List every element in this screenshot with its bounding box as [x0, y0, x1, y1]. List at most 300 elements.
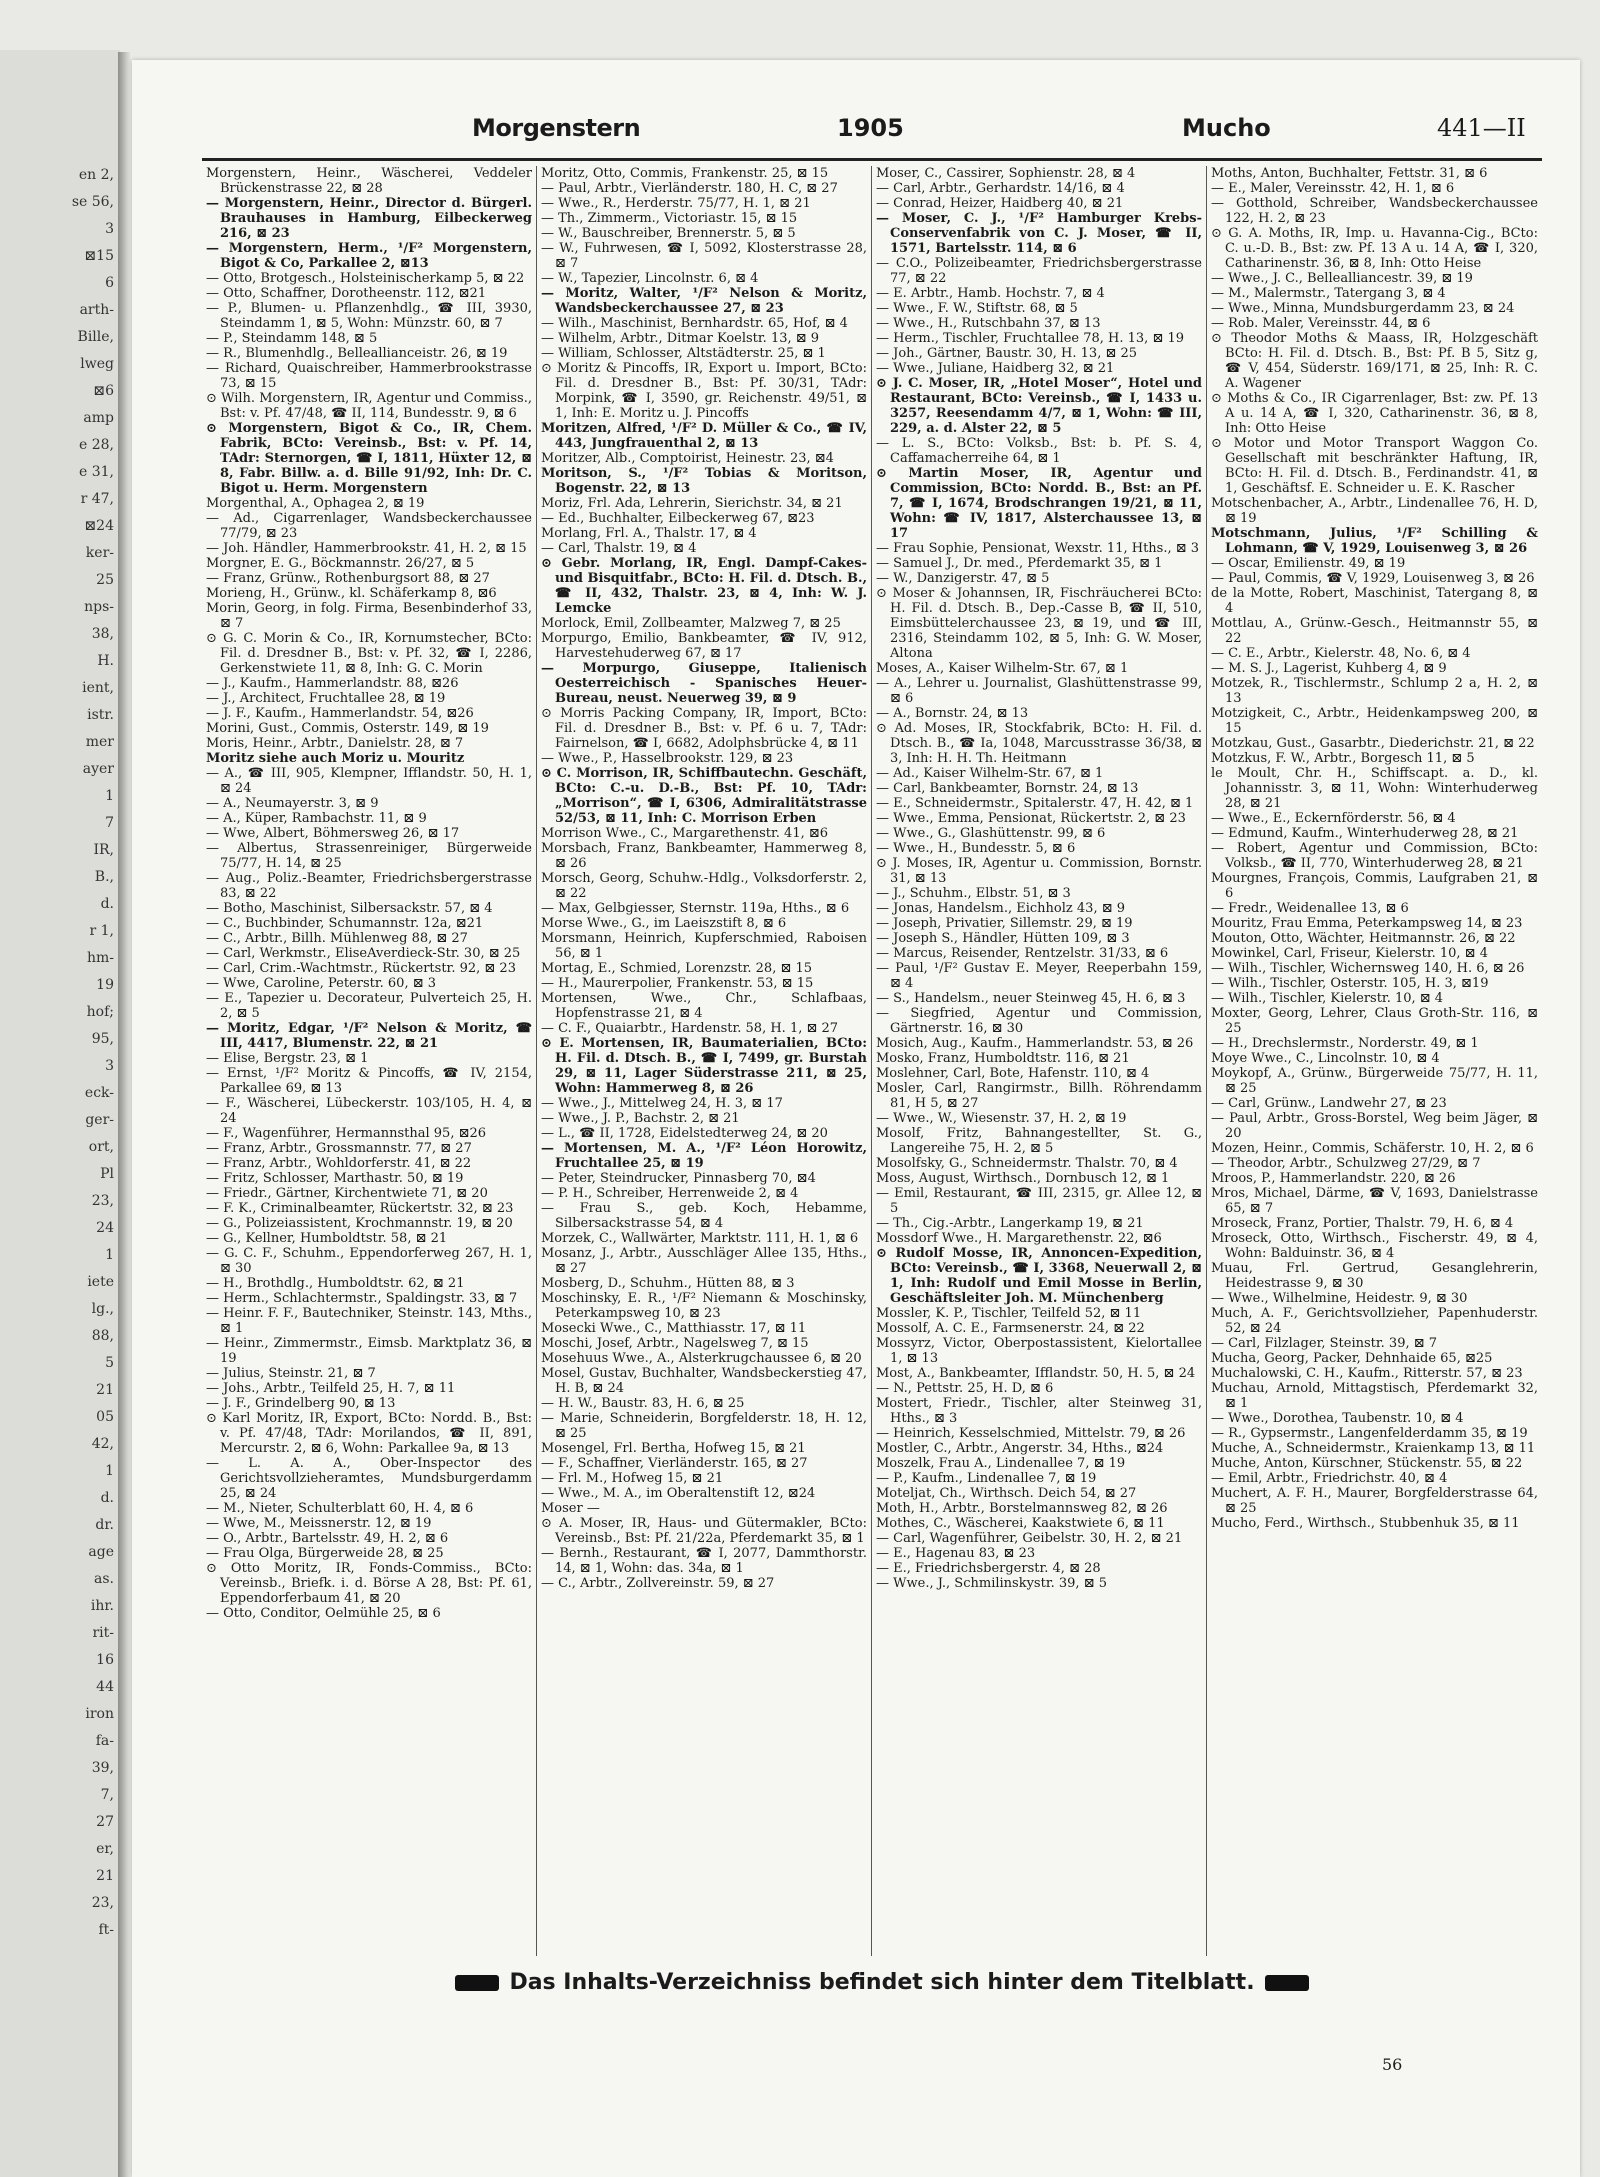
directory-entry: Much, A. F., Gerichtsvollzieher, Papenhuderstr. 52, ⊠ 24: [1211, 1306, 1538, 1336]
directory-entry: — Wilh., Tischler, Osterstr. 105, H. 3, ⊠19: [1211, 976, 1489, 991]
directory-entry: Mossler, K. P., Tischler, Teilfeld 52, ⊠ 11: [876, 1306, 1142, 1321]
directory-entry: ⊙ Ad. Moses, IR, Stockfabrik, BCto: H. Fil. d. Dtsch. B., ☎ Ia, 1048, Marcusstrasse 36/38, ⊠ 3, Inh: H. H. Th. Heitmann: [876, 721, 1202, 766]
margin-fragment: iron: [85, 1706, 114, 1722]
footer-note-text: Das Inhalts-Verzeichniss befindet sich hinter dem Titelblatt.: [509, 1970, 1255, 1995]
directory-entry: — Albertus, Strassenreiniger, Bürgerweide 75/77, H. 14, ⊠ 25: [206, 841, 532, 871]
directory-entry: Mossyrz, Victor, Oberpostassistent, Kielortallee 1, ⊠ 13: [876, 1336, 1202, 1366]
margin-fragment: ger-: [85, 1112, 114, 1128]
directory-entry: — Wilh., Tischler, Kielerstr. 10, ⊠ 4: [1211, 991, 1444, 1006]
directory-entry: Moritz siehe auch Moriz u. Mouritz: [206, 751, 465, 766]
directory-entry: Mroseck, Franz, Portier, Thalstr. 79, H. 6, ⊠ 4: [1211, 1216, 1514, 1231]
directory-entry: Mosengel, Frl. Bertha, Hofweg 15, ⊠ 21: [541, 1441, 806, 1456]
directory-entry: Moritz, Otto, Commis, Frankenstr. 25, ⊠ 15: [541, 166, 829, 181]
directory-entry: — Theodor, Arbtr., Schulzweg 27/29, ⊠ 7: [1211, 1156, 1481, 1171]
directory-entry: ⊙ Morgenstern, Bigot & Co., IR, Chem. Fabrik, BCto: Vereinsb., Bst: v. Pf. 14, TAdr: Sternorgen, ☎ I, 1811, Hüxter 12, ⊠ 8, Fabr. Billw. a. d. Bille 91/92, Inh: Dr. C. Bigot u. Herm. Morgenstern: [206, 421, 532, 496]
directory-entry: — Julius, Steinstr. 21, ⊠ 7: [206, 1366, 376, 1381]
directory-entry: Motzigkeit, C., Arbtr., Heidenkampsweg 200, ⊠ 15: [1211, 706, 1538, 736]
directory-entry: — Frl. M., Hofweg 15, ⊠ 21: [541, 1471, 724, 1486]
directory-entry: — L. S., BCto: Volksb., Bst: b. Pf. S. 4, Caffamacherreihe 64, ⊠ 1: [876, 436, 1202, 466]
margin-fragment: 27: [96, 1814, 114, 1830]
directory-entry: — Wwe., Wilhelmine, Heidestr. 9, ⊠ 30: [1211, 1291, 1468, 1306]
directory-entry: — Rob. Maler, Vereinsstr. 44, ⊠ 6: [1211, 316, 1431, 331]
margin-fragment: hof;: [86, 1004, 114, 1020]
directory-entry: — Ad., Cigarrenlager, Wandsbeckerchaussee 77/79, ⊠ 23: [206, 511, 532, 541]
directory-entry: — Joh., Gärtner, Baustr. 30, H. 13, ⊠ 25: [876, 346, 1138, 361]
directory-entry: Motschmann, Julius, ¹/F² Schilling & Lohmann, ☎ V, 1929, Louisenweg 3, ⊠ 26: [1211, 526, 1538, 556]
directory-entry: — J., Schuhm., Elbstr. 51, ⊠ 3: [876, 886, 1071, 901]
directory-entry: — Morgenstern, Herm., ¹/F² Morgenstern, Bigot & Co, Parkallee 2, ⊠13: [206, 241, 532, 271]
directory-entry: — G. C. F., Schuhm., Eppendorferweg 267, H. 1, ⊠ 30: [206, 1246, 532, 1276]
directory-entry: — S., Handelsm., neuer Steinweg 45, H. 6, ⊠ 3: [876, 991, 1186, 1006]
directory-entry: Morsbach, Franz, Bankbeamter, Hammerweg 8, ⊠ 26: [541, 841, 867, 871]
directory-entry: — W., Tapezier, Lincolnstr. 6, ⊠ 4: [541, 271, 759, 286]
directory-entry: Mostert, Friedr., Tischler, alter Steinweg 31, Hths., ⊠ 3: [876, 1396, 1202, 1426]
directory-entry: ⊙ Gebr. Morlang, IR, Engl. Dampf-Cakes- und Bisquitfabr., BCto: H. Fil. d. Dtsch. B., ☎ II, 432, Thalstr. 23, ⊠ 4, Inh: W. J. Lemcke: [541, 556, 867, 616]
directory-entry: — Wwe., F. W., Stiftstr. 68, ⊠ 5: [876, 301, 1078, 316]
directory-entry: — W., Fuhrwesen, ☎ I, 5092, Klosterstrasse 28, ⊠ 7: [541, 241, 867, 271]
margin-fragment: ayer: [82, 761, 114, 777]
directory-entry: — Wwe., H., Rutschbahn 37, ⊠ 13: [876, 316, 1101, 331]
directory-entry: Moye Wwe., C., Lincolnstr. 10, ⊠ 4: [1211, 1051, 1440, 1066]
margin-fragment: d.: [100, 1490, 114, 1506]
directory-entry: — Morpurgo, Giuseppe, Italienisch Oesterreichisch - Spanisches Heuer-Bureau, neust. Neuerweg 39, ⊠ 9: [541, 661, 867, 706]
directory-entry: — Wwe., Dorothea, Taubenstr. 10, ⊠ 4: [1211, 1411, 1464, 1426]
directory-entry: Moteljat, Ch., Wirthsch. Deich 54, ⊠ 27: [876, 1486, 1137, 1501]
directory-entry: — P., Kaufm., Lindenallee 7, ⊠ 19: [876, 1471, 1097, 1486]
margin-fragment: 3: [105, 221, 114, 237]
directory-entry: Moriz, Frl. Ada, Lehrerin, Sierichstr. 34, ⊠ 21: [541, 496, 843, 511]
directory-entry: — F., Wäscherei, Lübeckerstr. 103/105, H. 4, ⊠ 24: [206, 1096, 532, 1126]
directory-entry: — L., ☎ II, 1728, Eidelstedterweg 24, ⊠ 20: [541, 1126, 828, 1141]
directory-entry: — Otto, Brotgesch., Holsteinischerkamp 5, ⊠ 22: [206, 271, 525, 286]
margin-fragment: 3: [105, 1058, 114, 1074]
directory-entry: — R., Blumenhdlg., Belleallianceistr. 26, ⊠ 19: [206, 346, 508, 361]
directory-entry: ⊙ E. Mortensen, IR, Baumaterialien, BCto: H. Fil. d. Dtsch. B., ☎ I, 7499, gr. Burstah 29, ⊠ 11, Lager Süderstrasse 211, ⊠ 25, Wohn: Hammerweg 8, ⊠ 26: [541, 1036, 867, 1096]
directory-entry: Morlock, Emil, Zollbeamter, Malzweg 7, ⊠ 25: [541, 616, 841, 631]
directory-entry: ⊙ C. Morrison, IR, Schiffbautechn. Geschäft, BCto: C.-u. D.-B., Bst: Pf. 10, TAdr: „Morrison“, ☎ I, 6306, Admiralitätstrasse 52/53, ⊠ 11, Inh: C. Morrison Erben: [541, 766, 867, 826]
directory-entry: — H., Drechslermstr., Norderstr. 49, ⊠ 1: [1211, 1036, 1479, 1051]
directory-entry: — Siegfried, Agentur und Commission, Gärtnerstr. 16, ⊠ 30: [876, 1006, 1202, 1036]
directory-entry: Mossdorf Wwe., H. Margarethenstr. 22, ⊠6: [876, 1231, 1162, 1246]
directory-entry: ⊙ Moser & Johannsen, IR, Fischräucherei BCto: H. Fil. d. Dtsch. B., Dep.-Casse B, ☎ II, 510, Eimsbüttelerchaussee 23, ⊠ 19, und ☎ III, 2316, Steindamm 102, ⊠ 5, Inh: G. W. Moser, Altona: [876, 586, 1202, 661]
directory-entry: — E., Tapezier u. Decorateur, Pulverteich 25, H. 2, ⊠ 5: [206, 991, 532, 1021]
header-page: 441—II: [1437, 114, 1526, 142]
directory-entry: Mothes, C., Wäscherei, Kaakstwiete 6, ⊠ 11: [876, 1516, 1165, 1531]
directory-entry: — Carl, Crim.-Wachtmstr., Rückertstr. 92, ⊠ 23: [206, 961, 516, 976]
directory-entry: ⊙ Moritz & Pincoffs, IR, Export u. Import, BCto: Fil. d. Dresdner B., Bst: Pf. 30/31, TAdr: Morpink, ☎ I, 3590, gr. Reichenstr. 49/51, ⊠ 1, Inh: E. Moritz u. J. Pincoffs: [541, 361, 867, 421]
directory-entry: — H., Brothdlg., Humboldtstr. 62, ⊠ 21: [206, 1276, 465, 1291]
directory-entry: — Wwe., E., Eckernförderstr. 56, ⊠ 4: [1211, 811, 1456, 826]
margin-fragment: ient,: [82, 680, 114, 696]
directory-entry: — P. H., Schreiber, Herrenweide 2, ⊠ 4: [541, 1186, 799, 1201]
directory-entry: — Jonas, Handelsm., Eichholz 43, ⊠ 9: [876, 901, 1125, 916]
directory-entry: Moslehner, Carl, Bote, Hafenstr. 110, ⊠ 4: [876, 1066, 1150, 1081]
directory-entry: — Moser, C. J., ¹/F² Hamburger Krebs-Conservenfabrik von C. J. Moser, ☎ II, 1571, Bartelsstr. 114, ⊠ 6: [876, 211, 1202, 256]
directory-entry: — A., Neumayerstr. 3, ⊠ 9: [206, 796, 379, 811]
directory-entry: Moxter, Georg, Lehrer, Claus Groth-Str. 116, ⊠ 25: [1211, 1006, 1538, 1036]
column-3: [872, 166, 1207, 1956]
directory-entry: — Conrad, Heizer, Haidberg 40, ⊠ 21: [876, 196, 1124, 211]
directory-entry: ⊙ Otto Moritz, IR, Fonds-Commiss., BCto: Vereinsb., Briefk. i. d. Börse A 28, Bst: Pf. 61, Eppendorferbaum 41, ⊠ 20: [206, 1561, 532, 1606]
margin-fragment: 44: [96, 1679, 114, 1695]
margin-fragment: ft-: [98, 1922, 114, 1938]
directory-entry: — Wwe., Minna, Mundsburgerdamm 23, ⊠ 24: [1211, 301, 1515, 316]
directory-entry: — A., ☎ III, 905, Klempner, Ifflandstr. 50, H. 1, ⊠ 24: [206, 766, 532, 796]
directory-entry: — Paul, Arbtr., Gross-Borstel, Weg beim Jäger, ⊠ 20: [1211, 1111, 1538, 1141]
directory-entry: Mosanz, J., Arbtr., Ausschläger Allee 135, Hths., ⊠ 27: [541, 1246, 867, 1276]
margin-fragment: en 2,: [78, 167, 114, 183]
directory-entry: Mosehuus Wwe., A., Alsterkrugchaussee 6, ⊠ 20: [541, 1351, 862, 1366]
directory-entry: — Wwe., Juliane, Haidberg 32, ⊠ 21: [876, 361, 1115, 376]
directory-entry: Mouritz, Frau Emma, Peterkampsweg 14, ⊠ 23: [1211, 916, 1523, 931]
margin-fragment: se 56,: [71, 194, 114, 210]
directory-entry: ⊙ Wilh. Morgenstern, IR, Agentur und Commiss., Bst: v. Pf. 47/48, ☎ II, 114, Bundesstr. 9, ⊠ 6: [206, 391, 532, 421]
directory-entry: Moths, Anton, Buchhalter, Fettstr. 31, ⊠ 6: [1211, 166, 1488, 181]
directory-entry: Mozen, Heinr., Commis, Schäferstr. 10, H. 2, ⊠ 6: [1211, 1141, 1534, 1156]
directory-entry: — A., Küper, Rambachstr. 11, ⊠ 9: [206, 811, 427, 826]
facing-page-fragment: [0, 50, 120, 2177]
directory-entry: Morse Wwe., G., im Laeiszstift 8, ⊠ 6: [541, 916, 787, 931]
directory-entry: Mortag, E., Schmied, Lorenzstr. 28, ⊠ 15: [541, 961, 813, 976]
directory-entry: — P., Steindamm 148, ⊠ 5: [206, 331, 378, 346]
pointing-hand-icon: [1265, 1975, 1309, 1991]
footer-note: [432, 1970, 1332, 2004]
directory-entry: — Wwe, Albert, Böhmersweg 26, ⊠ 17: [206, 826, 460, 841]
directory-entry: Mourgnes, François, Commis, Laufgraben 21, ⊠ 6: [1211, 871, 1538, 901]
margin-fragment: r 1,: [89, 923, 114, 939]
directory-entry: Moschinsky, E. R., ¹/F² Niemann & Moschinsky, Peterkampsweg 10, ⊠ 23: [541, 1291, 867, 1321]
directory-entry: — E., Hagenau 83, ⊠ 23: [876, 1546, 1036, 1561]
margin-fragment: ⊠24: [84, 518, 114, 534]
margin-fragment: e 28,: [79, 437, 114, 453]
directory-entry: Mucho, Ferd., Wirthsch., Stubbenhuk 35, ⊠ 11: [1211, 1516, 1520, 1531]
margin-fragment: 42,: [91, 1436, 114, 1452]
directory-entry: — J. F., Kaufm., Hammerlandstr. 54, ⊠26: [206, 706, 474, 721]
margin-fragment: 25: [96, 572, 114, 588]
directory-entry: — C., Buchbinder, Schumannstr. 12a, ⊠21: [206, 916, 484, 931]
margin-fragment: lweg: [80, 356, 114, 372]
directory-entry: — Otto, Schaffner, Dorotheenstr. 112, ⊠21: [206, 286, 487, 301]
margin-fragment: 19: [96, 977, 114, 993]
directory-entry: ⊙ A. Moser, IR, Haus- und Gütermakler, BCto: Vereinsb., Bst: Pf. 21/22a, Pferdemarkt 35, ⊠ 1: [541, 1516, 867, 1546]
directory-entry: — Mortensen, M. A., ¹/F² Léon Horowitz, Fruchtallee 25, ⊠ 19: [541, 1141, 867, 1171]
column-4: [1207, 166, 1542, 1956]
margin-fragment: hm-: [86, 950, 114, 966]
directory-entry: — Bernh., Restaurant, ☎ I, 2077, Dammthorstr. 14, ⊠ 1, Wohn: das. 34a, ⊠ 1: [541, 1546, 867, 1576]
directory-entry: — Fredr., Weidenallee 13, ⊠ 6: [1211, 901, 1409, 916]
directory-entry: — C.O., Polizeibeamter, Friedrichsbergerstrasse 77, ⊠ 22: [876, 256, 1202, 286]
directory-entry: — Wwe., J. P., Bachstr. 2, ⊠ 21: [541, 1111, 740, 1126]
directory-entry: — Franz, Arbtr., Grossmannstr. 77, ⊠ 27: [206, 1141, 472, 1156]
directory-entry: — Carl, Arbtr., Gerhardstr. 14/16, ⊠ 4: [876, 181, 1125, 196]
margin-fragment: Bille,: [77, 329, 114, 345]
directory-entry: — Moritz, Walter, ¹/F² Nelson & Moritz, Wandsbeckerchaussee 27, ⊠ 23: [541, 286, 867, 316]
directory-entry: ⊙ Karl Moritz, IR, Export, BCto: Nordd. B., Bst: v. Pf. 47/48, TAdr: Morilandos, ☎ II, 891, Mercurstr. 2, ⊠ 6, Wohn: Parkallee 9a, ⊠ 13: [206, 1411, 532, 1456]
directory-entry: Moss, August, Wirthsch., Dornbusch 12, ⊠ 1: [876, 1171, 1170, 1186]
directory-entry: — Paul, Arbtr., Vierländerstr. 180, H. C, ⊠ 27: [541, 181, 838, 196]
directory-entry: Moser, C., Cassirer, Sophienstr. 28, ⊠ 4: [876, 166, 1136, 181]
directory-entry: Mosel, Gustav, Buchhalter, Wandsbeckerstieg 47, H. B, ⊠ 24: [541, 1366, 867, 1396]
directory-entry: ⊙ Rudolf Mosse, IR, Annoncen-Expedition, BCto: Vereinsb., ☎ I, 3368, Neuerwall 2, ⊠ 1, Inh: Rudolf und Emil Mosse in Berlin, Geschäftsleiter Joh. M. Münchenberg: [876, 1246, 1202, 1306]
directory-entry: — Herm., Schlachtermstr., Spaldingstr. 33, ⊠ 7: [206, 1291, 518, 1306]
margin-fragment: er,: [96, 1841, 114, 1857]
directory-entry: — Samuel J., Dr. med., Pferdemarkt 35, ⊠ 1: [876, 556, 1163, 571]
directory-entry: ⊙ Morris Packing Company, IR, Import, BCto: Fil. d. Dresdner B., Bst: v. Pf. 6 u. 7, TAdr: Fairnelson, ☎ I, 6682, Adolphsbrücke 4, ⊠ 11: [541, 706, 867, 751]
margin-fragment: iete: [87, 1274, 114, 1290]
directory-entry: — Wwe., W., Wiesenstr. 37, H. 2, ⊠ 19: [876, 1111, 1127, 1126]
directory-entry: — Carl, Wagenführer, Geibelstr. 30, H. 2, ⊠ 21: [876, 1531, 1183, 1546]
directory-entry: — Robert, Agentur und Commission, BCto: Volksb., ☎ II, 770, Winterhuderweg 28, ⊠ 21: [1211, 841, 1538, 871]
margin-fragment: d.: [100, 896, 114, 912]
directory-entry: — G., Kellner, Humboldtstr. 58, ⊠ 21: [206, 1231, 448, 1246]
directory-entry: — Wwe., J. C., Bellealliancestr. 39, ⊠ 19: [1211, 271, 1473, 286]
page-header: [202, 108, 1542, 148]
directory-entry: Moritzer, Alb., Comptoirist, Heinestr. 23, ⊠4: [541, 451, 834, 466]
directory-entry: — C., Arbtr., Billh. Mühlenweg 88, ⊠ 27: [206, 931, 468, 946]
margin-fragment: 95,: [91, 1031, 114, 1047]
margin-fragment: 24: [96, 1220, 114, 1236]
directory-entry: — Wilhelm, Arbtr., Ditmar Koelstr. 13, ⊠ 9: [541, 331, 820, 346]
directory-entry: Mosler, Carl, Rangirmstr., Billh. Röhrendamm 81, H 5, ⊠ 27: [876, 1081, 1202, 1111]
directory-entry: Mosko, Franz, Humboldtstr. 116, ⊠ 21: [876, 1051, 1130, 1066]
directory-entry: — L. A. A., Ober-Inspector des Gerichtsvollzieheramtes, Mundsburgerdamm 25, ⊠ 24: [206, 1456, 532, 1501]
margin-fragment: eck-: [84, 1085, 114, 1101]
directory-entry: Mosolf, Fritz, Bahnangestellter, St. G., Langereihe 75, H. 2, ⊠ 5: [876, 1126, 1202, 1156]
directory-entry: Moris, Heinr., Arbtr., Danielstr. 28, ⊠ 7: [206, 736, 464, 751]
directory-entry: Muchert, A. F. H., Maurer, Borgfelderstrasse 64, ⊠ 25: [1211, 1486, 1538, 1516]
directory-entry: — Heinrich, Kesselschmied, Mittelstr. 79, ⊠ 26: [876, 1426, 1186, 1441]
directory-entry: Morpurgo, Emilio, Bankbeamter, ☎ IV, 912, Harvestehuderweg 67, ⊠ 17: [541, 631, 867, 661]
directory-entry: — C., Arbtr., Zollvereinstr. 59, ⊠ 27: [541, 1576, 775, 1591]
directory-entry: — Herm., Tischler, Fruchtallee 78, H. 13, ⊠ 19: [876, 331, 1185, 346]
margin-fragment: 21: [96, 1382, 114, 1398]
directory-entry: ⊙ G. C. Morin & Co., IR, Kornumstecher, BCto: Fil. d. Dresdner B., Bst: v. Pf. 32, ☎ I, 2286, Gerkenstwiete 11, ⊠ 8, Inh: G. C. Morin: [206, 631, 532, 676]
directory-entry: — E., Maler, Vereinsstr. 42, H. 1, ⊠ 6: [1211, 181, 1455, 196]
directory-entry: — Wwe., Emma, Pensionat, Rückertstr. 2, ⊠ 23: [876, 811, 1186, 826]
directory-entry: — O., Arbtr., Bartelsstr. 49, H. 2, ⊠ 6: [206, 1531, 449, 1546]
pointing-hand-icon: [455, 1975, 499, 1991]
directory-entry: — Carl, Filzlager, Steinstr. 39, ⊠ 7: [1211, 1336, 1438, 1351]
margin-fragment: ort,: [88, 1139, 114, 1155]
page-number: 56: [1382, 2055, 1403, 2074]
directory-entry: — C. E., Arbtr., Kielerstr. 48, No. 6, ⊠ 4: [1211, 646, 1471, 661]
directory-entry: — W., Bauschreiber, Brennerstr. 5, ⊠ 5: [541, 226, 796, 241]
directory-entry: Morrison Wwe., C., Margarethenstr. 41, ⊠6: [541, 826, 829, 841]
directory-entry: Motzkus, F. W., Arbtr., Borgesch 11, ⊠ 5: [1211, 751, 1475, 766]
directory-entry: — Max, Gelbgiesser, Sternstr. 119a, Hths., ⊠ 6: [541, 901, 850, 916]
margin-fragment: e 31,: [79, 464, 114, 480]
directory-entry: — N., Pettstr. 25, H. D, ⊠ 6: [876, 1381, 1054, 1396]
directory-entry: ⊙ Motor und Motor Transport Waggon Co. Gesellschaft mit beschränkter Haftung, IR, BCto: H. Fil. d. Dtsch. B., Ferdinandstr. 41, ⊠ 1, Geschäftsf. E. Schneider u. E. K. Rascher: [1211, 436, 1538, 496]
header-right: Mucho: [1182, 114, 1271, 142]
directory-entry: — W., Danzigerstr. 47, ⊠ 5: [876, 571, 1050, 586]
margin-fragment: r 47,: [80, 491, 114, 507]
directory-page: [132, 60, 1580, 2177]
directory-entry: — Emil, Restaurant, ☎ III, 2315, gr. Allee 12, ⊠ 5: [876, 1186, 1202, 1216]
directory-entry: — H., Maurerpolier, Frankenstr. 53, ⊠ 15: [541, 976, 814, 991]
margin-fragment: 88,: [91, 1328, 114, 1344]
directory-entry: Motzkau, Gust., Gasarbtr., Diederichstr. 21, ⊠ 22: [1211, 736, 1535, 751]
directory-entry: — Paul, ¹/F² Gustav E. Meyer, Reeperbahn 159, ⊠ 4: [876, 961, 1202, 991]
directory-entry: — Th., Zimmerm., Victoriastr. 15, ⊠ 15: [541, 211, 798, 226]
directory-entry: Mosberg, D., Schuhm., Hütten 88, ⊠ 3: [541, 1276, 795, 1291]
directory-entry: Mosich, Aug., Kaufm., Hammerlandstr. 53, ⊠ 26: [876, 1036, 1194, 1051]
margin-fragment: arth-: [79, 302, 114, 318]
directory-entry: Mottlau, A., Grünw.-Gesch., Heitmannstr 55, ⊠ 22: [1211, 616, 1538, 646]
directory-entry: Moszelk, Frau A., Lindenallee 7, ⊠ 19: [876, 1456, 1126, 1471]
directory-entry: Moritzen, Alfred, ¹/F² D. Müller & Co., ☎ IV, 443, Jungfrauenthal 2, ⊠ 13: [541, 421, 867, 451]
directory-entry: Mowinkel, Carl, Friseur, Kielerstr. 10, ⊠ 4: [1211, 946, 1488, 961]
directory-entry: — Botho, Maschinist, Silbersackstr. 57, ⊠ 4: [206, 901, 493, 916]
directory-entry: — Gotthold, Schreiber, Wandsbeckerchaussee 122, H. 2, ⊠ 23: [1211, 196, 1538, 226]
directory-entry: — Wwe., M. A., im Oberaltenstift 12, ⊠24: [541, 1486, 816, 1501]
directory-entry: — Otto, Conditor, Oelmühle 25, ⊠ 6: [206, 1606, 441, 1621]
directory-entry: — Carl, Werkmstr., EliseAverdieck-Str. 30, ⊠ 25: [206, 946, 521, 961]
directory-entry: — Emil, Arbtr., Friedrichstr. 40, ⊠ 4: [1211, 1471, 1448, 1486]
margin-fragment: 05: [96, 1409, 114, 1425]
directory-entry: — Wwe., J., Mittelweg 24, H. 3, ⊠ 17: [541, 1096, 783, 1111]
margin-fragment: 7: [105, 815, 114, 831]
directory-entry: Morgner, E. G., Böckmannstr. 26/27, ⊠ 5: [206, 556, 475, 571]
directory-entry: de la Motte, Robert, Maschinist, Tatergang 8, ⊠ 4: [1211, 586, 1538, 616]
margin-fragment: dr.: [95, 1517, 114, 1533]
margin-fragment: 5: [105, 1355, 114, 1371]
directory-entry: — Paul, Commis, ☎ V, 1929, Louisenweg 3, ⊠ 26: [1211, 571, 1535, 586]
directory-entry: ⊙ J. Moses, IR, Agentur u. Commission, Bornstr. 31, ⊠ 13: [876, 856, 1202, 886]
directory-entry: ⊙ G. A. Moths, IR, Imp. u. Havanna-Cig., BCto: C. u.-D. B., Bst: zw. Pf. 13 A u. 14 A, ☎ I, 320, Catharinenstr. 36, ⊠ 8, Inh: Otto Heise: [1211, 226, 1538, 271]
directory-entry: — Elise, Bergstr. 23, ⊠ 1: [206, 1051, 369, 1066]
directory-entry: — Wwe., J., Schmilinskystr. 39, ⊠ 5: [876, 1576, 1107, 1591]
directory-entry: Mostler, C., Arbtr., Angerstr. 34, Hths., ⊠24: [876, 1441, 1164, 1456]
directory-entry: ⊙ J. C. Moser, IR, „Hotel Moser“, Hotel und Restaurant, BCto: Vereinsb., ☎ I, 1433 u. 3257, Reesendamm 4/7, ⊠ 1, Wohn: ☎ III, 229, a. d. Alster 22, ⊠ 5: [876, 376, 1202, 436]
margin-fragment: ihr.: [90, 1598, 114, 1614]
margin-fragment: 1: [105, 1463, 114, 1479]
directory-entry: — F., Wagenführer, Hermannsthal 95, ⊠26: [206, 1126, 487, 1141]
margin-fragment: 16: [96, 1652, 114, 1668]
directory-entry: Mouton, Otto, Wächter, Heitmannstr. 26, ⊠ 22: [1211, 931, 1516, 946]
directory-entry: — Carl, Thalstr. 19, ⊠ 4: [541, 541, 697, 556]
margin-fragment: 38,: [91, 626, 114, 642]
directory-entry: Most, A., Bankbeamter, Ifflandstr. 50, H. 5, ⊠ 24: [876, 1366, 1196, 1381]
directory-entry: — J. F., Grindelberg 90, ⊠ 13: [206, 1396, 396, 1411]
directory-entry: Moses, A., Kaiser Wilhelm-Str. 67, ⊠ 1: [876, 661, 1129, 676]
margin-fragment: rit-: [92, 1625, 114, 1641]
directory-entry: — Fritz, Schlosser, Marthastr. 50, ⊠ 19: [206, 1171, 464, 1186]
directory-entry: — J., Architect, Fruchtallee 28, ⊠ 19: [206, 691, 446, 706]
directory-entry: — Franz, Grünw., Rothenburgsort 88, ⊠ 27: [206, 571, 490, 586]
directory-entry: Mroos, P., Hammerlandstr. 220, ⊠ 26: [1211, 1171, 1456, 1186]
directory-entry: Morsch, Georg, Schuhw.-Hdlg., Volksdorferstr. 2, ⊠ 22: [541, 871, 867, 901]
directory-entry: — M., Malermstr., Tatergang 3, ⊠ 4: [1211, 286, 1446, 301]
directory-entry: Morzek, C., Wallwärter, Marktstr. 111, H. 1, ⊠ 6: [541, 1231, 859, 1246]
directory-entry: le Moult, Chr. H., Schiffscapt. a. D., kl. Johannisstr. 3, ⊠ 11, Wohn: Winterhuderweg 28, ⊠ 21: [1211, 766, 1538, 811]
directory-entry: — A., Lehrer u. Journalist, Glashüttenstrasse 99, ⊠ 6: [876, 676, 1202, 706]
directory-entry: Mucha, Georg, Packer, Dehnhaide 65, ⊠25: [1211, 1351, 1493, 1366]
header-rule: [202, 158, 1542, 161]
margin-fragment: fa-: [95, 1733, 114, 1749]
directory-entry: Morlang, Frl. A., Thalstr. 17, ⊠ 4: [541, 526, 757, 541]
directory-entry: — Richard, Quaischreiber, Hammerbrookstrasse 73, ⊠ 15: [206, 361, 532, 391]
directory-entry: — Ed., Buchhalter, Eilbeckerweg 67, ⊠23: [541, 511, 815, 526]
directory-entry: Muche, A., Schneidermstr., Kraienkamp 13, ⊠ 11: [1211, 1441, 1536, 1456]
margin-fragment: IR,: [93, 842, 114, 858]
directory-entry: — R., Gypsermstr., Langenfelderdamm 35, ⊠ 19: [1211, 1426, 1528, 1441]
directory-entry: Moth, H., Arbtr., Borstelmannsweg 82, ⊠ 26: [876, 1501, 1168, 1516]
margin-fragment: H.: [97, 653, 114, 669]
directory-entry: — Wwe., R., Herderstr. 75/77, H. 1, ⊠ 21: [541, 196, 811, 211]
margin-fragment: 23,: [91, 1895, 114, 1911]
margin-fragment: Pl: [100, 1166, 114, 1182]
directory-entry: Moritson, S., ¹/F² Tobias & Moritson, Bogenstr. 22, ⊠ 13: [541, 466, 867, 496]
directory-entry: — Moritz, Edgar, ¹/F² Nelson & Moritz, ☎ III, 4417, Blumenstr. 22, ⊠ 21: [206, 1021, 532, 1051]
directory-entry: — E., Friedrichsbergerstr. 4, ⊠ 28: [876, 1561, 1101, 1576]
margin-fragment: mer: [85, 734, 114, 750]
directory-entry: — A., Bornstr. 24, ⊠ 13: [876, 706, 1029, 721]
directory-entry: — Oscar, Emilienstr. 49, ⊠ 19: [1211, 556, 1406, 571]
margin-fragment: 6: [105, 275, 114, 291]
directory-entry: — Wwe, M., Meissnerstr. 12, ⊠ 19: [206, 1516, 432, 1531]
margin-fragment: 1: [105, 1247, 114, 1263]
directory-entry: — Ernst, ¹/F² Moritz & Pincoffs, ☎ IV, 2154, Parkallee 69, ⊠ 13: [206, 1066, 532, 1096]
directory-entry: — Wwe., G., Glashüttenstr. 99, ⊠ 6: [876, 826, 1106, 841]
directory-entry: — Peter, Steindrucker, Pinnasberg 70, ⊠4: [541, 1171, 816, 1186]
margin-fragment: amp: [83, 410, 114, 426]
directory-entry: Motzek, R., Tischlermstr., Schlump 2 a, H. 2, ⊠ 13: [1211, 676, 1538, 706]
header-year: 1905: [837, 114, 904, 142]
margin-fragment: 1: [105, 788, 114, 804]
margin-fragment: ⊠6: [93, 383, 114, 399]
directory-entry: — F. K., Criminalbeamter, Rückertstr. 32, ⊠ 23: [206, 1201, 514, 1216]
directory-entry: Mortensen, Wwe., Chr., Schlafbaas, Hopfenstrasse 21, ⊠ 4: [541, 991, 867, 1021]
directory-entry: — C. F., Quaiarbtr., Hardenstr. 58, H. 1, ⊠ 27: [541, 1021, 839, 1036]
directory-entry: — Johs., Arbtr., Teilfeld 25, H. 7, ⊠ 11: [206, 1381, 456, 1396]
directory-entry: — Frau S., geb. Koch, Hebamme, Silbersackstrasse 54, ⊠ 4: [541, 1201, 867, 1231]
margin-fragment: age: [88, 1544, 114, 1560]
directory-entry: — Ad., Kaiser Wilhelm-Str. 67, ⊠ 1: [876, 766, 1104, 781]
directory-entry: Mros, Michael, Därme, ☎ V, 1693, Danielstrasse 65, ⊠ 7: [1211, 1186, 1538, 1216]
directory-entry: — Wwe., P., Hasselbrookstr. 129, ⊠ 23: [541, 751, 794, 766]
directory-entry: Moykopf, A., Grünw., Bürgerweide 75/77, H. 11, ⊠ 25: [1211, 1066, 1538, 1096]
header-left: Morgenstern: [472, 114, 641, 142]
directory-entry: — Franz, Arbtr., Wohldorferstr. 41, ⊠ 22: [206, 1156, 472, 1171]
directory-entry: — Frau Sophie, Pensionat, Wexstr. 11, Hths., ⊠ 3: [876, 541, 1200, 556]
directory-entry: ⊙ Martin Moser, IR, Agentur und Commission, BCto: Nordd. B., Bst: an Pf. 7, ☎ I, 1674, Brodschrangen 19/21, ⊠ 11, Wohn: ☎ IV, 1817, Alsterchaussee 13, ⊠ 17: [876, 466, 1202, 541]
directory-entry: Morieng, H., Grünw., kl. Schäferkamp 8, ⊠6: [206, 586, 497, 601]
directory-entry: — Wwe, Caroline, Peterstr. 60, ⊠ 3: [206, 976, 437, 991]
directory-entry: — Marcus, Reisender, Rentzelstr. 31/33, ⊠ 6: [876, 946, 1169, 961]
directory-entry: — Aug., Poliz.-Beamter, Friedrichsbergerstrasse 83, ⊠ 22: [206, 871, 532, 901]
directory-entry: — Wilh., Tischler, Wichernsweg 140, H. 6, ⊠ 26: [1211, 961, 1525, 976]
directory-entry: — M. S. J., Lagerist, Kuhberg 4, ⊠ 9: [1211, 661, 1447, 676]
directory-entry: Motschenbacher, A., Arbtr., Lindenallee 76, H. D, ⊠ 19: [1211, 496, 1538, 526]
directory-entry: — Heinr. F. F., Bautechniker, Steinstr. 143, Mths., ⊠ 1: [206, 1306, 533, 1336]
directory-entry: ⊙ Moths & Co., IR Cigarrenlager, Bst: zw. Pf. 13 A u. 14 A, ☎ I, 320, Catharinenstr. 36, ⊠ 8, Inh: Otto Heise: [1211, 391, 1538, 436]
directory-entry: — E., Schneidermstr., Spitalerstr. 47, H. 42, ⊠ 1: [876, 796, 1194, 811]
book-spine: [118, 52, 132, 2177]
directory-entry: Muche, Anton, Kürschner, Stückenstr. 55, ⊠ 22: [1211, 1456, 1523, 1471]
directory-entry: Morgenthal, A., Ophagea 2, ⊠ 19: [206, 496, 425, 511]
listing-columns: [202, 166, 1542, 1956]
margin-fragment: nps-: [84, 599, 114, 615]
directory-entry: — Wwe., H., Bundesstr. 5, ⊠ 6: [876, 841, 1076, 856]
directory-entry: Mossolf, A. C. E., Farmsenerstr. 24, ⊠ 22: [876, 1321, 1145, 1336]
directory-entry: — Joh. Händler, Hammerbrookstr. 41, H. 2, ⊠ 15: [206, 541, 527, 556]
directory-entry: — P., Blumen- u. Pflanzenhdlg., ☎ III, 3930, Steindamm 1, ⊠ 5, Wohn: Münzstr. 60, ⊠ 7: [206, 301, 532, 331]
directory-entry: — Marie, Schneiderin, Borgfelderstr. 18, H. 12, ⊠ 25: [541, 1411, 867, 1441]
margin-fragment: B.,: [94, 869, 114, 885]
directory-entry: — Heinr., Zimmermstr., Eimsb. Marktplatz 36, ⊠ 19: [206, 1336, 532, 1366]
margin-fragment: ker-: [85, 545, 114, 561]
